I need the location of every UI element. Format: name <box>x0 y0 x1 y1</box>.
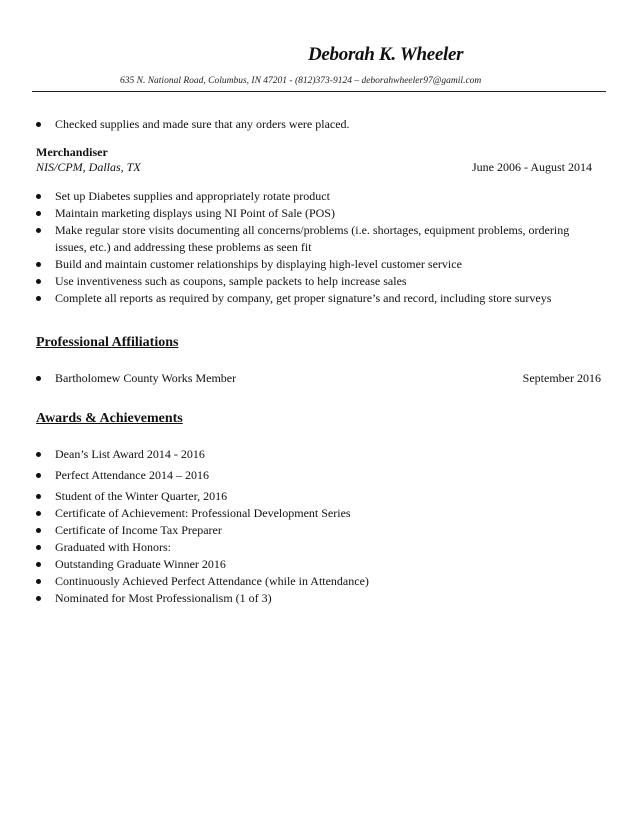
job-bullet-list <box>36 188 601 307</box>
affiliation-name: Bartholomew County Works Member <box>55 371 237 385</box>
list-item: Checked supplies and made sure that any orders were placed. <box>36 116 601 133</box>
list-item: Graduated with Honors: <box>36 539 601 556</box>
list-item: Student of the Winter Quarter, 2016 <box>36 488 601 505</box>
job-title: Merchandiser <box>36 145 108 159</box>
header-divider <box>32 91 606 92</box>
list-item: Certificate of Achievement: Professional Development Series <box>36 505 601 522</box>
affiliations-list <box>36 370 601 387</box>
job-dates: June 2006 - August 2014 <box>472 160 592 174</box>
list-item: Build and maintain customer relationships by displaying high-level customer service <box>36 256 601 273</box>
candidate-name: Deborah K. Wheeler <box>308 44 464 65</box>
list-item: Continuously Achieved Perfect Attendance (while in Attendance) <box>36 573 601 590</box>
job-company: NIS/CPM, Dallas, TX <box>36 160 141 174</box>
list-item: Complete all reports as required by company, get proper signature’s and record, including store surveys <box>36 290 601 307</box>
contact-line: 635 N. National Road, Columbus, IN 47201 - (812)373-9124 – deborahwheeler97@gamil.com <box>120 76 482 86</box>
list-item: Certificate of Income Tax Preparer <box>36 522 601 539</box>
list-item: Perfect Attendance 2014 – 2016 <box>36 467 601 484</box>
affiliation-date: September 2016 <box>522 371 601 385</box>
awards-list <box>36 446 601 607</box>
list-item: Use inventiveness such as coupons, sample packets to help increase sales <box>36 273 601 290</box>
list-item <box>36 370 601 387</box>
affiliations-heading: Professional Affiliations <box>36 335 179 350</box>
list-item: Set up Diabetes supplies and appropriately rotate product <box>36 188 601 205</box>
list-item: Maintain marketing displays using NI Point of Sale (POS) <box>36 205 601 222</box>
list-item: Outstanding Graduate Winner 2016 <box>36 556 601 573</box>
list-item: Nominated for Most Professionalism (1 of 3) <box>36 590 601 607</box>
intro-bullet-list <box>36 116 601 133</box>
list-item: Make regular store visits documenting all concerns/problems (i.e. shortages, equipment problems, ordering issues, etc.) and addressing these problems as seen fit <box>36 222 601 256</box>
list-item: Dean’s List Award 2014 - 2016 <box>36 446 601 463</box>
awards-heading: Awards & Achievements <box>36 411 183 426</box>
